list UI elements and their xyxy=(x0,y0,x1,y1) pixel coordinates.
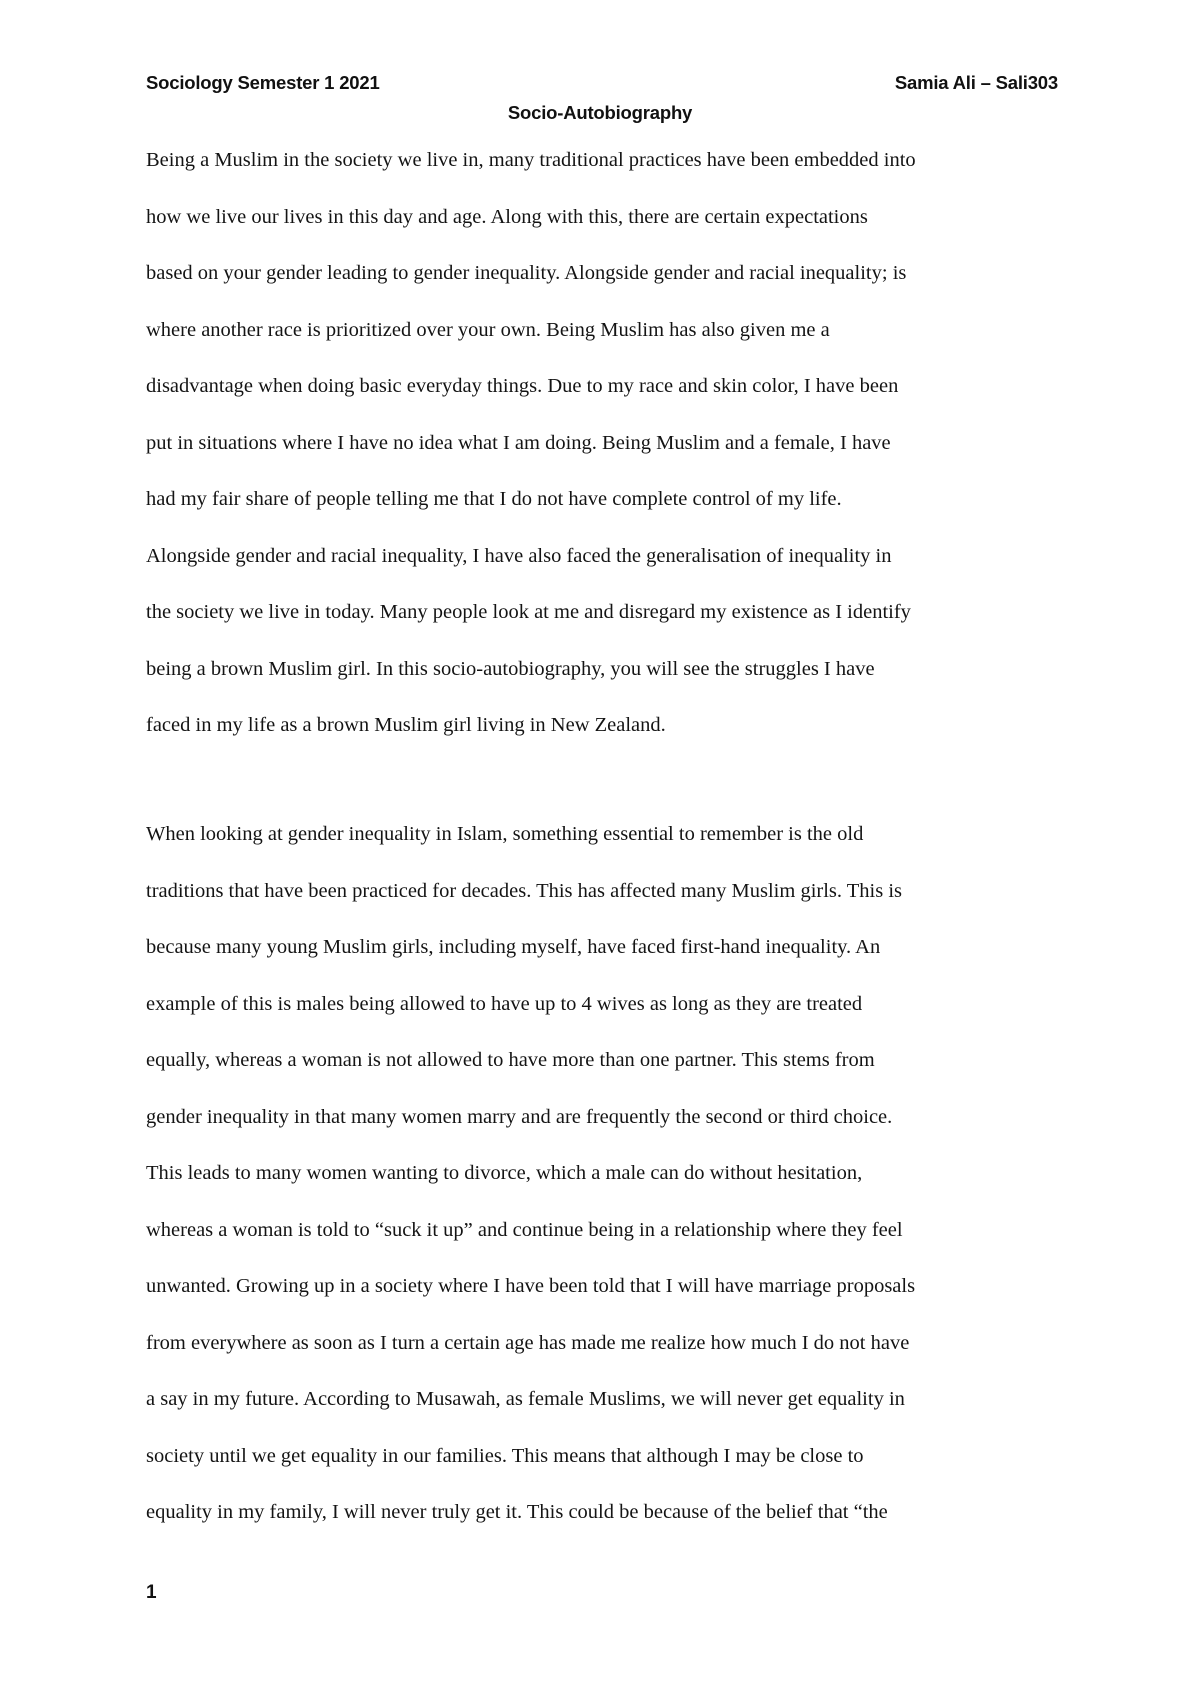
paragraph-line: equally, whereas a woman is not allowed to have more than one partner. This stems from xyxy=(146,1049,875,1071)
paragraph-line: based on your gender leading to gender inequality. Alongside gender and racial inequality; is xyxy=(146,262,907,284)
paragraph-line: gender inequality in that many women marry and are frequently the second or third choice. xyxy=(146,1105,893,1128)
paragraph-line: society until we get equality in our families. This means that although I may be close to xyxy=(146,1444,864,1467)
page-number: 1 xyxy=(146,1582,157,1603)
paragraph-line: because many young Muslim girls, including myself, have faced first-hand inequality. An xyxy=(146,936,881,958)
paragraph-line: had my fair share of people telling me that I do not have complete control of my life. xyxy=(146,488,842,510)
paragraph-line: disadvantage when doing basic everyday things. Due to my race and skin color, I have been xyxy=(146,375,899,397)
paragraph-line: a say in my future. According to Musawah, as female Muslims, we will never get equality in xyxy=(146,1388,905,1410)
paragraph-line: Alongside gender and racial inequality, I have also faced the generalisation of inequality in xyxy=(146,544,892,567)
document-title: Socio-Autobiography xyxy=(507,102,693,123)
author-header: Samia Ali – Sali303 xyxy=(894,72,1058,93)
paragraph-line: example of this is males being allowed to have up to 4 wives as long as they are treated xyxy=(146,992,863,1015)
paragraph-line: the society we live in today. Many people look at me and disregard my existence as I identify xyxy=(146,601,911,623)
paragraph-line: Being a Muslim in the society we live in, many traditional practices have been embedded into xyxy=(146,149,916,171)
paragraph-line: being a brown Muslim girl. In this socio-autobiography, you will see the struggles I have xyxy=(146,657,875,680)
paragraph-line: unwanted. Growing up in a society where I have been told that I will have marriage proposals xyxy=(146,1275,916,1297)
paragraph-line: faced in my life as a brown Muslim girl living in New Zealand. xyxy=(146,714,666,736)
paragraph-1 xyxy=(146,132,1076,754)
paragraph-line: equality in my family, I will never truly get it. This could be because of the belief that “the xyxy=(146,1501,888,1523)
paragraph-line: where another race is prioritized over your own. Being Muslim has also given me a xyxy=(146,318,830,341)
paragraph-2 xyxy=(146,806,1076,1541)
paragraph-line: This leads to many women wanting to divorce, which a male can do without hesitation, xyxy=(146,1162,863,1184)
course-header: Sociology Semester 1 2021 xyxy=(146,72,380,93)
paragraph-line: When looking at gender inequality in Islam, something essential to remember is the old xyxy=(146,823,864,845)
paragraph-line: how we live our lives in this day and age. Along with this, there are certain expectations xyxy=(146,205,868,228)
paragraph-line: whereas a woman is told to “suck it up” and continue being in a relationship where they feel xyxy=(146,1218,903,1241)
paragraph-line: put in situations where I have no idea what I am doing. Being Muslim and a female, I have xyxy=(146,431,891,454)
paragraph-line: traditions that have been practiced for decades. This has affected many Muslim girls. This is xyxy=(146,879,903,902)
paragraph-line: from everywhere as soon as I turn a certain age has made me realize how much I do not have xyxy=(146,1331,910,1354)
